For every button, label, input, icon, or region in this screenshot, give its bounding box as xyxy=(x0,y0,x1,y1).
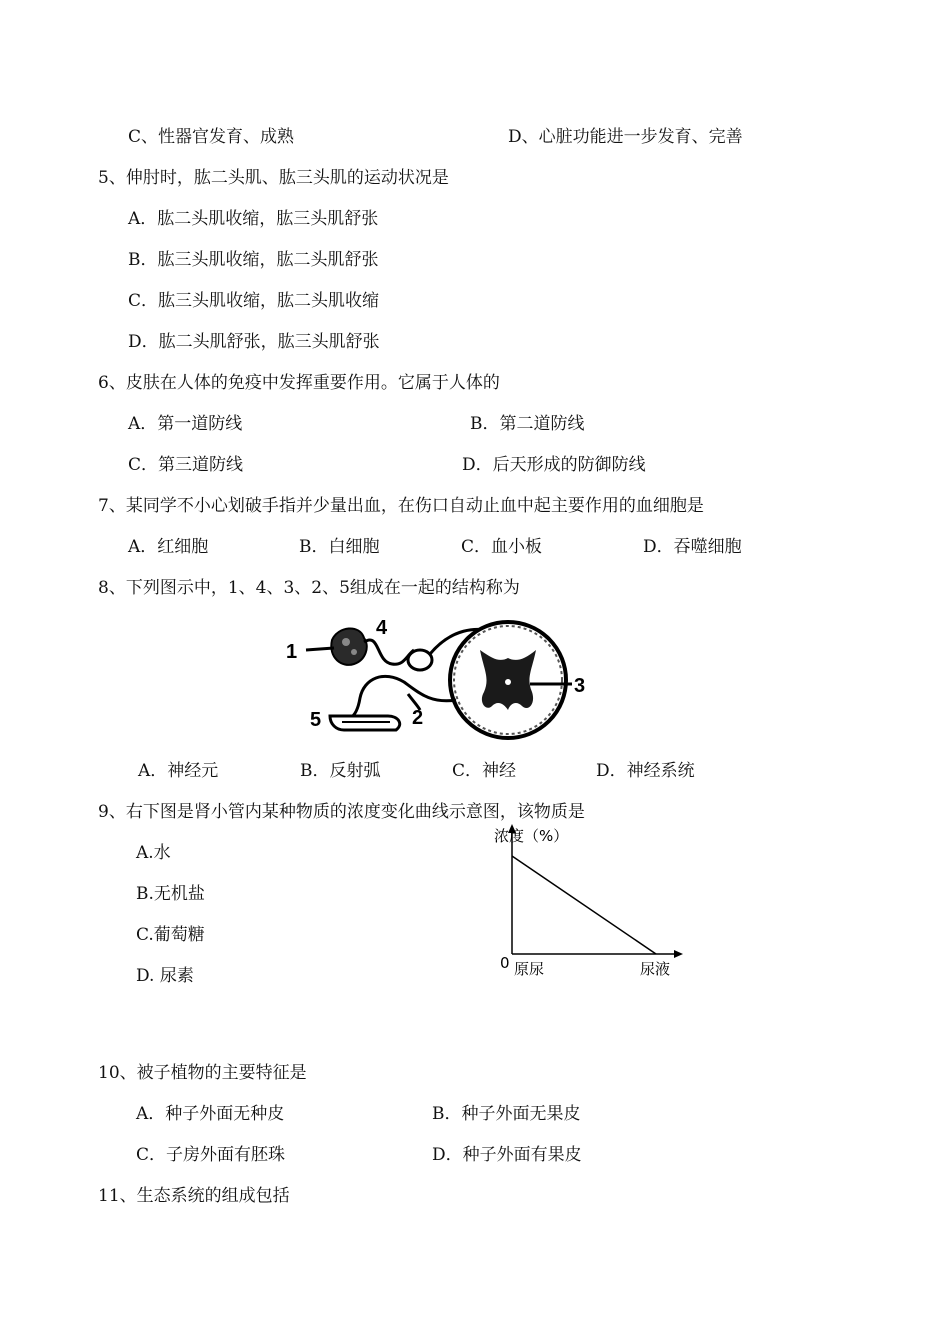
q8-option-b: B．反射弧 xyxy=(300,761,381,781)
q6-option-b: B．第二道防线 xyxy=(470,414,585,434)
diagram-label-1: 1 xyxy=(286,641,298,663)
q6-option-d: D．后天形成的防御防线 xyxy=(462,455,646,475)
diagram-label-2: 2 xyxy=(412,707,424,729)
q9-stem: 9、右下图是肾小管内某种物质的浓度变化曲线示意图，该物质是 xyxy=(98,802,585,822)
motor-neuron-path xyxy=(350,676,456,718)
concentration-graph xyxy=(494,822,694,982)
receptor xyxy=(331,628,366,664)
label-1-pointer xyxy=(306,648,334,650)
reflex-arc-diagram xyxy=(280,612,600,742)
q11-stem: 11、生态系统的组成包括 xyxy=(98,1186,290,1206)
q9-option-b: B.无机盐 xyxy=(136,884,205,904)
x-end-label: 尿液 xyxy=(640,960,671,978)
q8-option-d: D．神经系统 xyxy=(596,761,695,781)
q5-option-c: C．肱三头肌收缩，肱二头肌收缩 xyxy=(128,291,380,311)
q7-option-d: D．吞噬细胞 xyxy=(643,537,742,557)
diagram-label-5: 5 xyxy=(310,709,322,731)
q5-option-d: D．肱二头肌舒张，肱三头肌舒张 xyxy=(128,332,380,352)
q6-option-c: C．第三道防线 xyxy=(128,455,244,475)
origin-label: 0 xyxy=(500,954,510,972)
q9-option-d: D. 尿素 xyxy=(136,966,194,986)
q4-option-d: D、心脏功能进一步发育、完善 xyxy=(508,127,743,147)
concentration-line xyxy=(512,856,656,954)
sensory-neuron-path xyxy=(364,640,414,664)
q5-stem: 5、伸肘时，肱二头肌、肱三头肌的运动状况是 xyxy=(98,168,449,188)
q6-stem: 6、皮肤在人体的免疫中发挥重要作用。它属于人体的 xyxy=(98,373,500,393)
q9-option-c: C.葡萄糖 xyxy=(136,925,205,945)
q10-option-c: C．子房外面有胚珠 xyxy=(136,1145,286,1165)
diagram-label-4: 4 xyxy=(376,617,388,639)
q7-stem: 7、某同学不小心划破手指并少量出血，在伤口自动止血中起主要作用的血细胞是 xyxy=(98,496,704,516)
q8-option-c: C．神经 xyxy=(452,761,517,781)
q10-option-b: B．种子外面无果皮 xyxy=(432,1104,581,1124)
q6-option-a: A．第一道防线 xyxy=(128,414,243,434)
q7-option-c: C．血小板 xyxy=(461,537,543,557)
y-axis-label: 浓度（%） xyxy=(494,827,569,845)
q5-option-b: B．肱三头肌收缩，肱二头肌舒张 xyxy=(128,250,379,270)
q10-option-d: D．种子外面有果皮 xyxy=(432,1145,582,1165)
q7-option-a: A．红细胞 xyxy=(128,537,209,557)
q5-option-a: A．肱二头肌收缩，肱三头肌舒张 xyxy=(128,209,379,229)
q10-option-a: A．种子外面无种皮 xyxy=(136,1104,285,1124)
spinal-cord xyxy=(450,622,566,738)
ganglion xyxy=(408,650,432,670)
q8-stem: 8、下列图示中，1、4、3、2、5组成在一起的结构称为 xyxy=(98,578,520,598)
q10-stem: 10、被子植物的主要特征是 xyxy=(98,1063,307,1083)
q9-option-a: A.水 xyxy=(136,843,171,863)
x-start-label: 原尿 xyxy=(514,960,545,978)
q7-option-b: B．白细胞 xyxy=(299,537,380,557)
q4-option-c: C、性器官发育、成熟 xyxy=(128,127,295,147)
diagram-label-3: 3 xyxy=(574,675,586,697)
q8-option-a: A．神经元 xyxy=(138,761,219,781)
x-axis-arrow xyxy=(674,950,683,958)
